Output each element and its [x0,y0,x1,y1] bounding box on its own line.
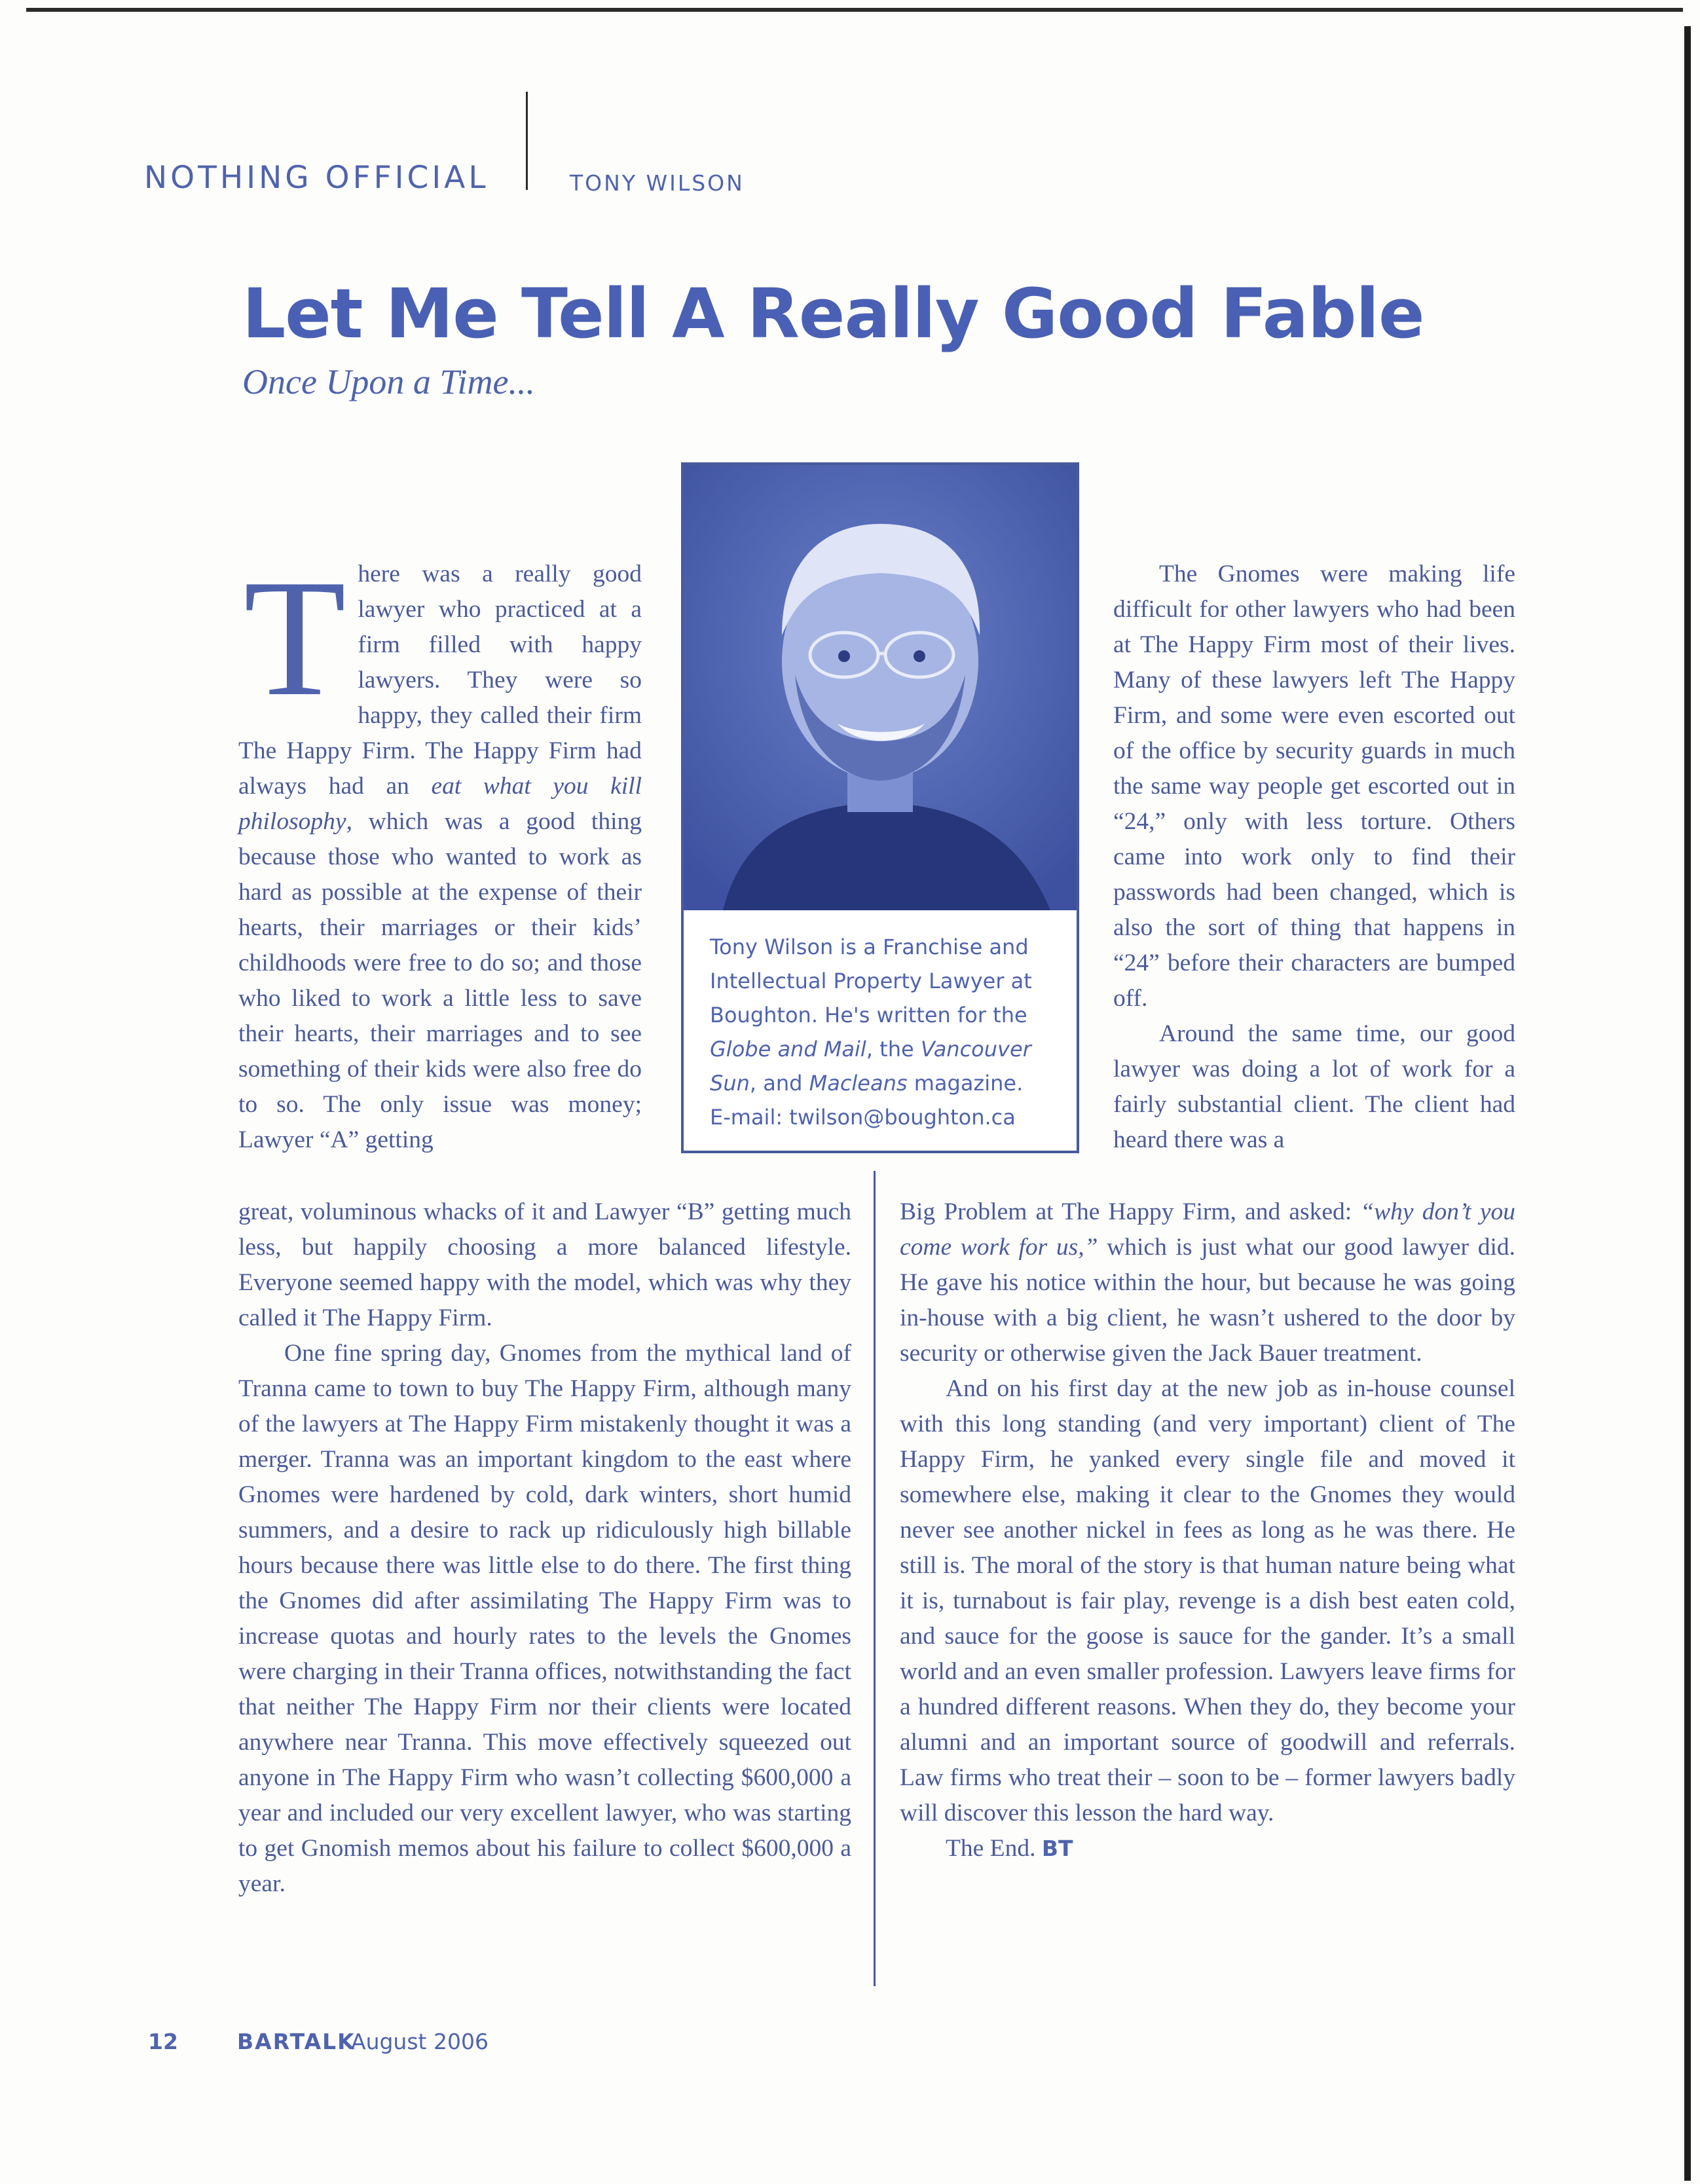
paragraph-text: The Gnomes were making life difficult for other lawyers who had been at The Happy Firm most of their lives. Many of these lawyers left The Happy Firm, and some were even escorted out of the office by security guards in much the same way people get escorted out in “24,” only with less torture. Others came into work only to find their passwords had been changed, which is also the sort of thing that happens in “24” before their characters are bumped off. [1113,561,1515,1012]
column-1-upper [238,546,642,1158]
caption-publication-3: Macleans [809,1071,908,1096]
emphasis-text: “why don’t you come work for us,” [900,1198,1515,1261]
column-divider [874,1171,876,1986]
author-portrait-image [684,465,1077,910]
author-bio-caption [710,930,1063,1134]
publication-name: BARTALK [237,2029,356,2054]
paragraph-text: And on his first day at the new job as in-house counsel with this long standing (and very important) client of The Happy Firm, he yanked every single file and moved it somewhere else, making it clear to the Gnomes they would never see another nickel in fees as long as he was there. He still is. The moral of the story is that human nature being what it is, turnabout is fair play, revenge is a dish best eaten cold, and sauce for the goose is sauce for the gander. It’s a small world and an even smaller profession. Lawyers leave firms for a hundred different reasons. When they do, they become your alumni and an important source of goodwill and referrals. Law firms who treat their – soon to be – former lawyers badly will discover this lesson the hard way. [900,1375,1515,1826]
emphasis-text: eat what you kill philosophy [238,773,642,835]
end-mark: BT [1041,1836,1073,1861]
paragraph-text: which is just what our good lawyer did. He gave his notice within the hour, but because he was going in-house with a big client, he wasn’t ushered to the door by security or otherwise given the Jack Bauer treatment. [900,1234,1515,1367]
caption-text: , and [749,1071,809,1096]
author-photo-box [681,462,1079,1153]
paragraph-text: great, voluminous whacks of it and Lawyer “B” getting much less, but happily choosing a more balanced lifestyle. Everyone seemed happy with the model, which was why they called it The Happy Firm. [238,1198,851,1331]
closing-text: The End. [946,1835,1036,1862]
top-rule [26,8,1683,12]
column-2-upper [1113,557,1515,1158]
article-title: Let Me Tell A Really Good Fable [242,274,1424,354]
page-edge-shadow [1684,26,1691,2181]
column-1-lower [238,1194,851,1902]
header-divider [526,92,528,190]
column-2-lower [900,1194,1515,1866]
article-subtitle: Once Upon a Time... [242,362,535,401]
caption-publication-2: Vancouver Sun [710,1037,1031,1096]
paragraph-text: One fine spring day, Gnomes from the mythical land of Tranna came to town to buy The Happy Firm, although many of the lawyers at The Happy Firm mistakenly thought it was a merger. Tranna was an important kingdom to the east where Gnomes were hardened by cold, dark winters, short humid summers, and a desire to rack up ridiculously high billable hours because there was little else to do there. The first thing the Gnomes did after assimilating The Happy Firm was to increase quotas and hourly rates to the levels the Gnomes were charging in their Tranna offices, notwithstanding the fact that neither The Happy Firm nor their clients were located anywhere near Tranna. This move effectively squeezed out anyone in The Happy Firm who wasn’t collecting $600,000 a year and included our very excellent lawyer, who was starting to get Gnomish memos about his failure to collect $600,000 a year. [238,1340,851,1897]
paragraph-text: Big Problem at The Happy Firm, and asked: [900,1198,1361,1225]
caption-text: magazine. [907,1071,1024,1096]
caption-text: Tony Wilson is a Franchise and Intellectual Property Lawyer at Boughton. He's written for the [710,935,1032,1027]
paragraph-text: here was a really good lawyer who practiced at a firm filled with happy lawyers. They were so happy, they called their firm The Happy Firm. The Happy Firm had always had an [238,561,642,800]
author-email: E-mail: twilson@boughton.ca [710,1105,1016,1130]
issue-date: August 2006 [351,2029,489,2054]
paragraph-text: , which was a good thing because those who wanted to work as hard as possible at the expense of their hearts, their marriages or their kids’ childhoods were free to do so; and those who liked to work a little less to save their hearts, their marriages and to see something of their kids were also free do to so. The only issue was money; Lawyer “A” getting [238,808,642,1153]
page-number: 12 [148,2029,178,2054]
paragraph-text: Around the same time, our good lawyer was doing a lot of work for a fairly substantial client. The client had heard there was a [1113,1020,1515,1153]
author-photo [684,465,1077,910]
column-name: NOTHING OFFICIAL [144,160,489,196]
author-name: TONY WILSON [570,170,745,196]
caption-text: , the [866,1037,921,1062]
caption-publication-1: Globe and Mail [710,1037,866,1062]
drop-cap: T [244,546,346,731]
